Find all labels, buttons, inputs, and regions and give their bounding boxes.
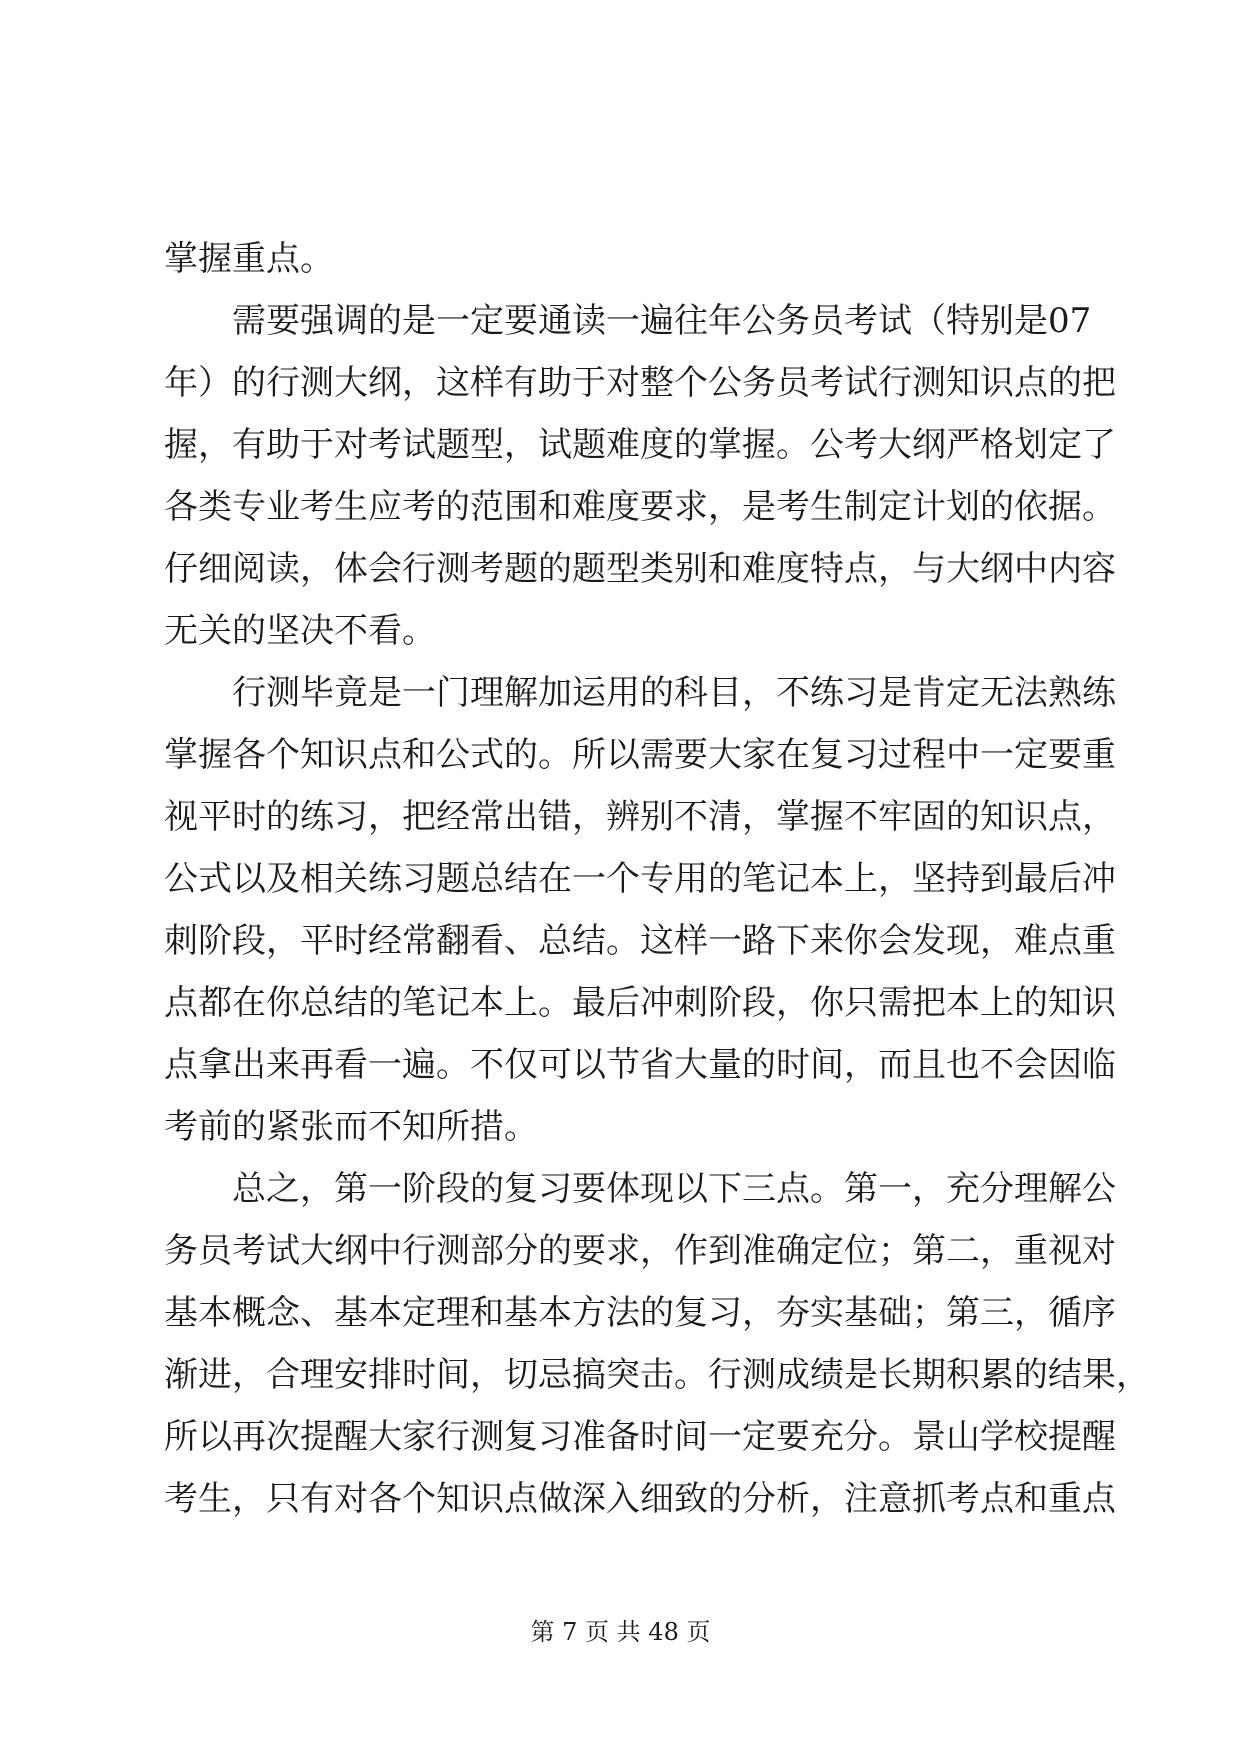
text-line: 各 类 专 业 考 生 应 考 的 范 围 和 难 度 要 求 ， 是 考 生 制 定 计 划 的 依 据 。 bbox=[164, 487, 1116, 527]
text-line: 公 式 以 及 相 关 练 习 题 总 结 在 一 个 专 用 的 笔 记 本 上 ， 坚 持 到 最 后 冲 bbox=[164, 859, 1116, 899]
text-line: 基 本 概 念 、 基 本 定 理 和 基 本 方 法 的 复 习 ， 夯 实 基 础 ； 第 三 ， 循 序 bbox=[164, 1293, 1116, 1333]
text-line: 考 生 ， 只 有 对 各 个 知 识 点 做 深 入 细 致 的 分 析 ， 注 意 抓 考 点 和 重 点 bbox=[164, 1479, 1116, 1519]
text-line: 渐 进 ， 合 理 安 排 时 间 ， 切 忌 搞 突 击 。 行 测 成 绩 是 长 期 积 累 的 结 果 ， bbox=[164, 1355, 1150, 1395]
text-line: 行 测 毕 竟 是 一 门 理 解 加 运 用 的 科 目 ， 不 练 习 是 肯 定 无 法 熟 练 bbox=[232, 673, 1116, 713]
text-line: 考前的紧张而不知所措。 bbox=[164, 1107, 538, 1147]
body-text bbox=[164, 228, 1150, 1530]
page-footer: 第 7 页 共 48 页 bbox=[530, 1618, 711, 1646]
text-line: 年 ） 的 行 测 大 纲 ， 这 样 有 助 于 对 整 个 公 务 员 考 试 行 测 知 识 点 的 把 bbox=[164, 363, 1116, 403]
text-line: 视 平 时 的 练 习 ， 把 经 常 出 错 ， 辨 别 不 清 ， 掌 握 不 牢 固 的 知 识 点 ， bbox=[164, 797, 1116, 837]
text-line: 点 都 在 你 总 结 的 笔 记 本 上 。 最 后 冲 刺 阶 段 ， 你 只 需 把 本 上 的 知 识 bbox=[164, 983, 1116, 1023]
text-line: 务 员 考 试 大 纲 中 行 测 部 分 的 要 求 ， 作 到 准 确 定 位 ； 第 二 ， 重 视 对 bbox=[164, 1231, 1116, 1271]
text-line: 仔 细 阅 读 ， 体 会 行 测 考 题 的 题 型 类 别 和 难 度 特 点 ， 与 大 纲 中 内 容 bbox=[164, 549, 1116, 589]
text-line: 掌 握 各 个 知 识 点 和 公 式 的 。 所 以 需 要 大 家 在 复 习 过 程 中 一 定 要 重 bbox=[164, 735, 1116, 775]
text-line: 掌握重点。 bbox=[164, 239, 334, 279]
text-line: 无关的坚决不看。 bbox=[164, 611, 436, 651]
text-line: 握 ， 有 助 于 对 考 试 题 型 ， 试 题 难 度 的 掌 握 。 公 考 大 纲 严 格 划 定 了 bbox=[164, 425, 1116, 465]
text-line: 需 要 强 调 的 是 一 定 要 通 读 一 遍 往 年 公 务 员 考 试 （ 特 别 是 0 7 bbox=[232, 301, 1092, 341]
text-line: 所 以 再 次 提 醒 大 家 行 测 复 习 准 备 时 间 一 定 要 充 分 。 景 山 学 校 提 醒 bbox=[164, 1417, 1116, 1457]
text-line: 总 之 ， 第 一 阶 段 的 复 习 要 体 现 以 下 三 点 。 第 一 ， 充 分 理 解 公 bbox=[232, 1169, 1116, 1209]
text-line: 点 拿 出 来 再 看 一 遍 。 不 仅 可 以 节 省 大 量 的 时 间 ， 而 且 也 不 会 因 临 bbox=[164, 1045, 1116, 1085]
text-line: 刺 阶 段 ， 平 时 经 常 翻 看 、 总 结 。 这 样 一 路 下 来 你 会 发 现 ， 难 点 重 bbox=[164, 921, 1116, 961]
